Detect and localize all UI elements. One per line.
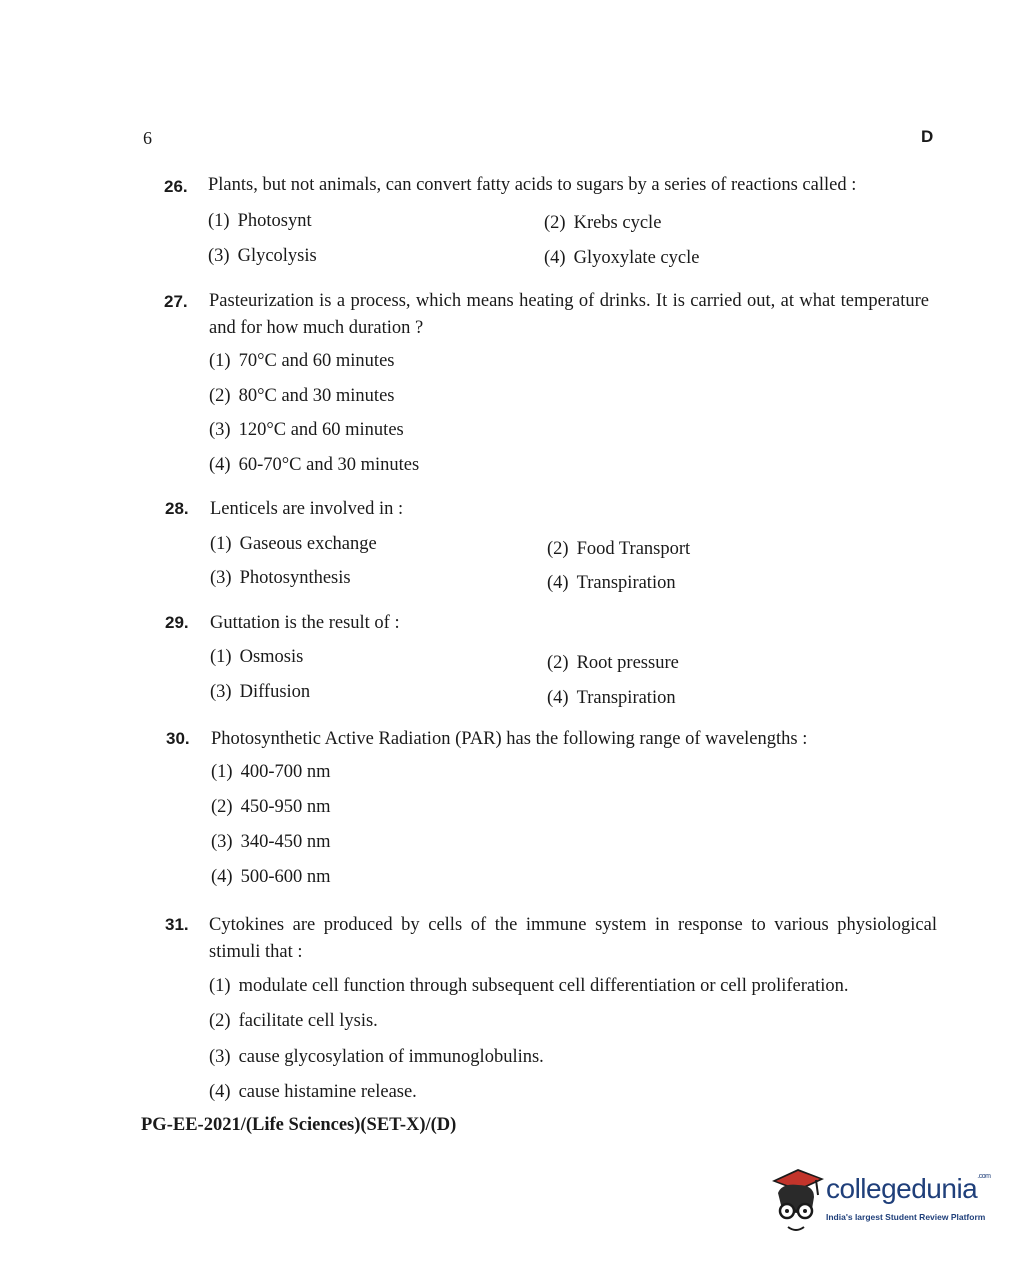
option-label: (2) <box>547 653 569 673</box>
option-label: (3) <box>208 246 230 266</box>
option <box>544 248 699 269</box>
option <box>547 573 676 594</box>
option-text: Glyoxylate cycle <box>573 248 700 268</box>
option-text: 500-600 nm <box>240 867 331 887</box>
question-text: Plants, but not animals, can convert fatty acids to sugars by a series of reactions called : <box>208 175 857 195</box>
option <box>209 420 404 441</box>
option <box>208 211 312 232</box>
question-text: Photosynthetic Active Radiation (PAR) has the following range of wavelengths : <box>211 729 808 749</box>
option-label: (1) <box>209 351 231 371</box>
option <box>209 455 419 476</box>
option-label: (2) <box>547 539 569 559</box>
option-label: (3) <box>211 832 233 852</box>
option-label: (4) <box>547 573 569 593</box>
option-label: (2) <box>544 213 566 233</box>
graduate-mascot-icon <box>768 1165 826 1235</box>
brand-tagline: India's largest Student Review Platform <box>826 1212 986 1222</box>
option-label: (3) <box>209 1047 231 1067</box>
option-label: (4) <box>544 248 566 268</box>
option <box>209 386 394 407</box>
question-text: Cytokines are produced by cells of the immune system in response to various physiological stimuli that : <box>209 915 937 962</box>
option-text: Glycolysis <box>237 246 317 266</box>
option-label: (4) <box>211 867 233 887</box>
option-text: Transpiration <box>576 688 676 708</box>
option-label: (2) <box>209 1011 231 1031</box>
page-number: 6 <box>143 128 152 148</box>
option-text: 80°C and 30 minutes <box>238 386 395 406</box>
option-text: Transpiration <box>576 573 676 593</box>
option <box>210 647 303 668</box>
question-number: 27. <box>164 292 188 311</box>
option-text: 340-450 nm <box>240 832 331 852</box>
option <box>211 797 331 818</box>
option-text: Gaseous exchange <box>239 534 377 554</box>
option-label: (1) <box>208 211 230 231</box>
set-code: D <box>921 127 934 146</box>
option-label: (1) <box>209 976 231 996</box>
option-label: (1) <box>210 534 232 554</box>
option <box>547 539 690 560</box>
option <box>210 534 377 555</box>
option-label: (4) <box>209 455 231 475</box>
option-label: (1) <box>210 647 232 667</box>
option-text: 450-950 nm <box>240 797 331 817</box>
question-number: 31. <box>165 915 189 934</box>
question-number: 28. <box>165 499 189 518</box>
option-text: 70°C and 60 minutes <box>238 351 395 371</box>
option-text: Photosynt <box>237 211 312 231</box>
option-text: facilitate cell lysis. <box>238 1011 378 1031</box>
option-text: modulate cell function through subsequent cell differentiation or cell proliferation. <box>238 976 849 996</box>
option <box>547 653 679 674</box>
option <box>211 762 331 783</box>
question-number: 26. <box>164 177 188 196</box>
question-text: Lenticels are involved in : <box>210 499 404 519</box>
option-text: 400-700 nm <box>240 762 331 782</box>
option <box>211 867 331 888</box>
option <box>210 568 351 589</box>
option <box>209 1082 417 1103</box>
option-text: Food Transport <box>576 539 691 559</box>
option-text: 120°C and 60 minutes <box>238 420 404 440</box>
exam-code-footer: PG-EE-2021/(Life Sciences)(SET-X)/(D) <box>141 1115 457 1135</box>
option <box>209 976 849 997</box>
option-text: Root pressure <box>576 653 679 673</box>
option-label: (3) <box>209 420 231 440</box>
option <box>544 213 661 234</box>
option-text: Photosynthesis <box>239 568 351 588</box>
option-text: cause glycosylation of immunoglobulins. <box>238 1047 544 1067</box>
option-label: (3) <box>210 568 232 588</box>
option <box>547 688 676 709</box>
brand-name: collegedunia$^{.com}$ <box>826 1173 991 1204</box>
question-number: 30. <box>166 729 190 748</box>
option-label: (2) <box>209 386 231 406</box>
option <box>208 246 317 267</box>
question-number: 29. <box>165 613 189 632</box>
option <box>209 1011 378 1032</box>
option <box>211 832 331 853</box>
option-label: (2) <box>211 797 233 817</box>
question-text: Pasteurization is a process, which means heating of drinks. It is carried out, at what temperature and for how much duration ? <box>209 291 929 338</box>
option <box>210 682 310 703</box>
option-text: cause histamine release. <box>238 1082 417 1102</box>
option-label: (3) <box>210 682 232 702</box>
option-text: Osmosis <box>239 647 304 667</box>
collegedunia-logo[interactable] <box>768 1165 998 1235</box>
option-text: Diffusion <box>239 682 311 702</box>
option-label: (4) <box>209 1082 231 1102</box>
option-text: 60-70°C and 30 minutes <box>238 455 420 475</box>
option-label: (1) <box>211 762 233 782</box>
option-label: (4) <box>547 688 569 708</box>
option-text: Krebs cycle <box>573 213 662 233</box>
option <box>209 1047 544 1068</box>
question-text: Guttation is the result of : <box>210 613 400 633</box>
option <box>209 351 394 372</box>
